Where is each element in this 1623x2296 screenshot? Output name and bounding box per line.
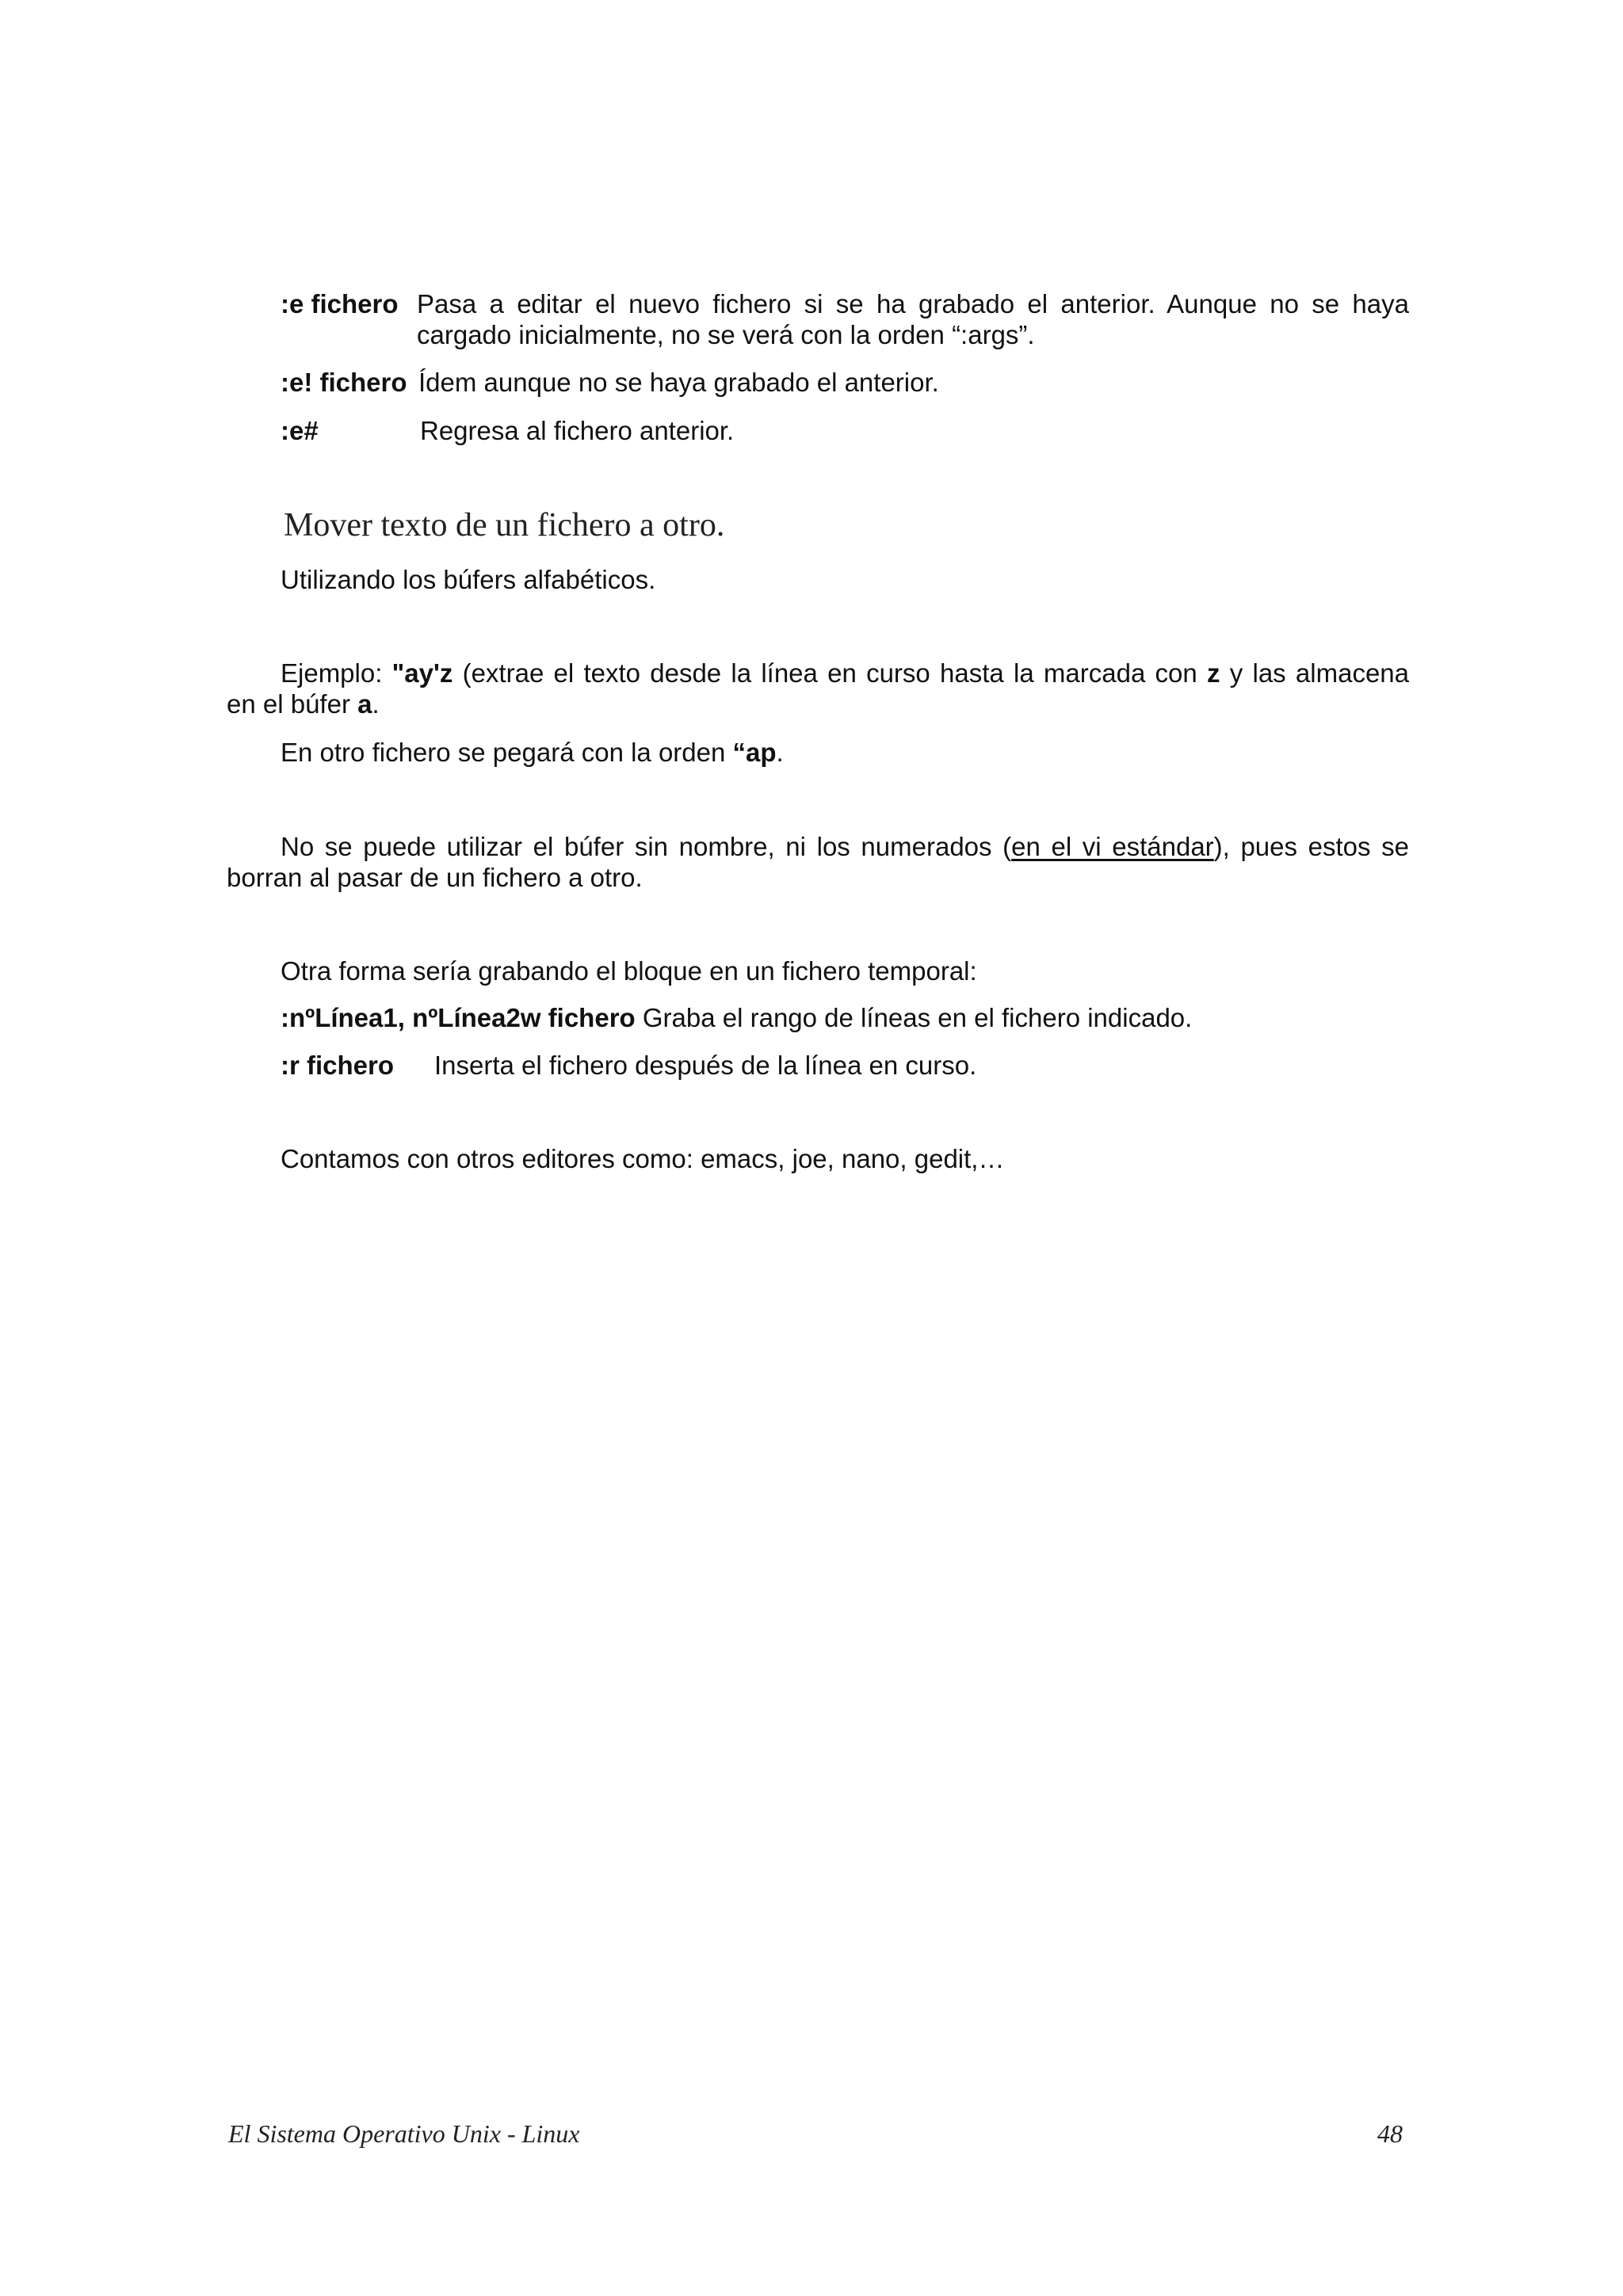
definition-description: Regresa al fichero anterior. (420, 416, 735, 445)
paste-period: . (776, 738, 784, 767)
write-command-term: :nºLínea1, nºLínea2w fichero (281, 1003, 636, 1032)
definition-description: Pasa a editar el nuevo fichero si se ha grabado el anterior. Aunque no se haya (417, 289, 1409, 318)
example-mark: z (1207, 658, 1220, 688)
example-label: Ejemplo: (281, 658, 392, 688)
example-buffer-text: en el búfer (227, 689, 358, 719)
write-command-description: Graba el rango de líneas en el fichero indicado. (635, 1003, 1193, 1032)
write-command-line (281, 1002, 1192, 1033)
section-intro: Utilizando los búfers alfabéticos. (281, 565, 656, 594)
note-text-end: ), pues estos se (1213, 832, 1409, 861)
editors-paragraph: Contamos con otros editores como: emacs, joe, nano, gedit,… (281, 1144, 1005, 1173)
example-buffer-name: a (357, 689, 372, 719)
note-paragraph-line1 (281, 831, 1409, 862)
definition-term: :e! fichero (281, 368, 407, 397)
definition-description-continued: cargado inicialmente, no se verá con la orden “:args”. (417, 320, 1035, 349)
example-text-end: y las almacena (1220, 658, 1409, 688)
footer-title: El Sistema Operativo Unix - Linux (228, 2119, 580, 2148)
note-paragraph-line2: borran al pasar de un fichero a otro. (227, 863, 643, 892)
note-underlined: en el vi estándar (1011, 832, 1214, 861)
definition-term: :e fichero (281, 289, 399, 318)
paste-text: En otro fichero se pegará con la orden (281, 738, 733, 767)
example-paragraph-line1 (281, 658, 1409, 688)
alternative-paragraph: Otra forma sería grabando el bloque en un fichero temporal: (281, 956, 977, 986)
example-paragraph-line2 (227, 688, 380, 719)
read-command-description: Inserta el fichero después de la línea en curso. (434, 1051, 977, 1080)
example-command: "ay'z (391, 658, 453, 688)
example-text: (extrae el texto desde la línea en curso hasta la marcada con (453, 658, 1207, 688)
example-period: . (372, 689, 380, 719)
read-command-term: :r fichero (281, 1051, 395, 1080)
paste-command: “ap (732, 738, 777, 767)
definition-description: Ídem aunque no se haya grabado el anterior. (418, 368, 939, 397)
paste-paragraph (281, 737, 784, 768)
section-heading: Mover texto de un fichero a otro. (284, 507, 725, 543)
definition-term: :e# (281, 416, 319, 445)
note-text: No se puede utilizar el búfer sin nombre, ni los numerados ( (281, 832, 1012, 861)
page-number: 48 (1377, 2119, 1403, 2148)
